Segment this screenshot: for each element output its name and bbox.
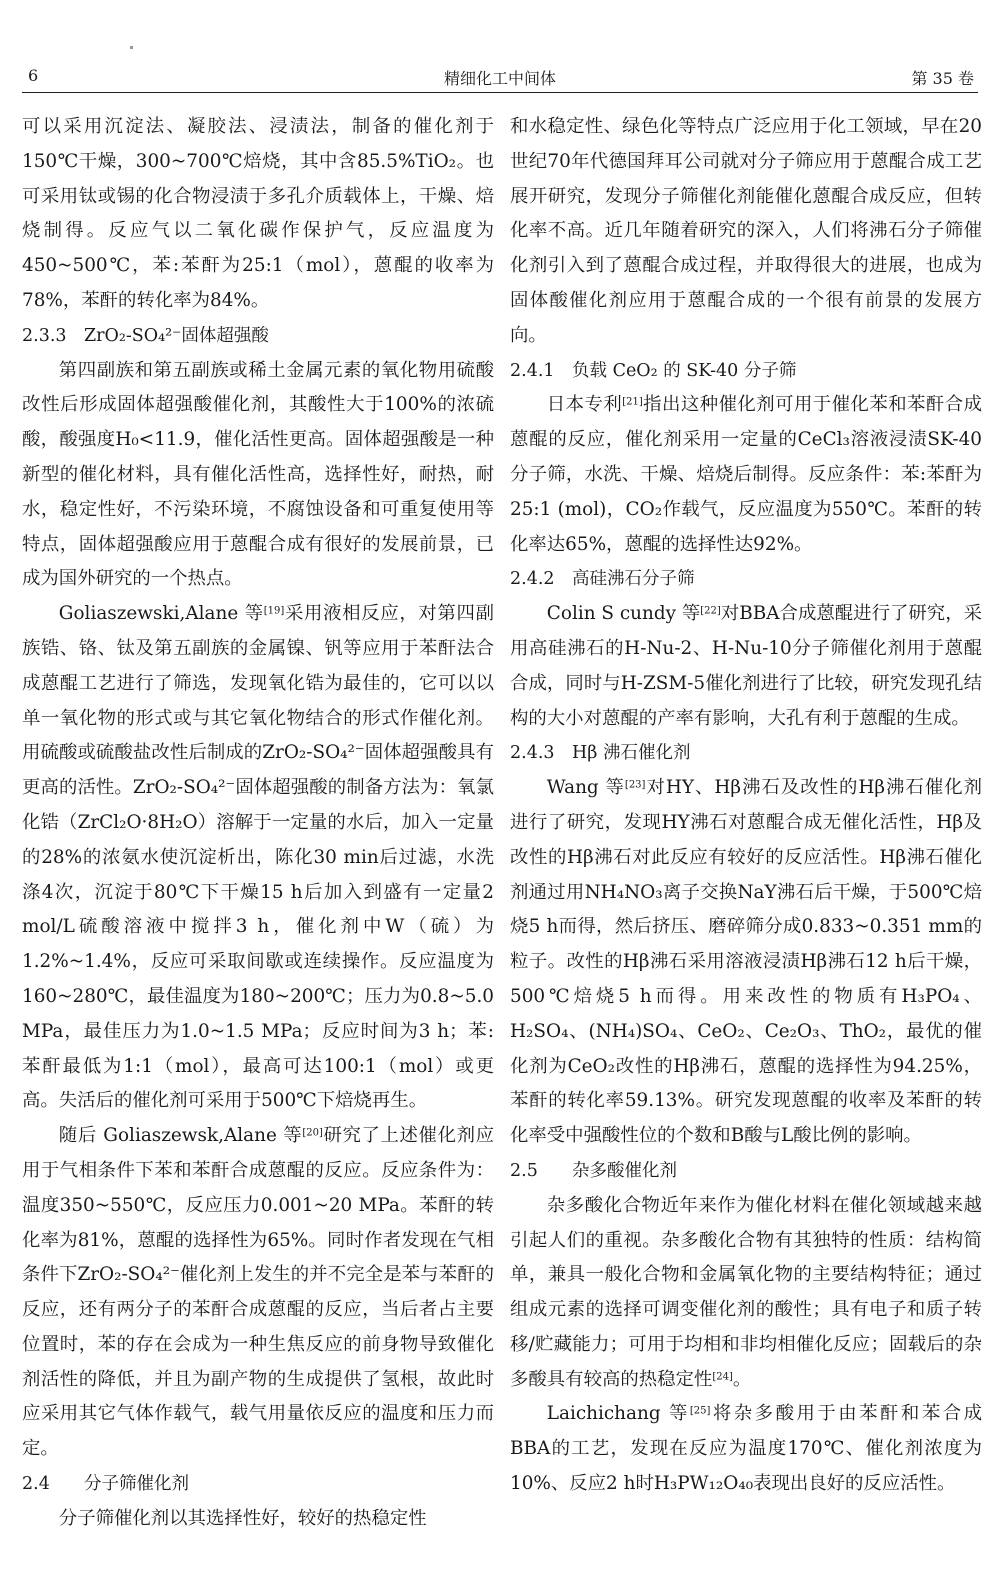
section-title: Hβ 沸石催化剂 <box>572 743 691 764</box>
paragraph <box>510 388 982 562</box>
section-title: 高硅沸石分子筛 <box>572 569 695 590</box>
paragraph <box>22 1119 494 1467</box>
paragraph-text: 对HY、Hβ沸石及改性的Hβ沸石催化剂进行了研究，发现HY沸石对蒽醌合成无催化活性，Hβ及改性的Hβ沸石对此反应有较好的反应活性。Hβ沸石催化剂通过用NH₄NO₃离子交换NaY沸石后干燥，于500℃焙烧5 h而得，然后挤压、磨碎筛分成0.833~0.351 mm的粒子。改性的Hβ沸石采用溶液浸渍Hβ沸石12 h后干燥，500℃焙烧5 h而得。用来改性的物质有H₃PO₄、H₂SO₄、(NH₄)SO₄、CeO₂、Ce₂O₃、ThO₂，最优的催化剂为CeO₂改性的Hβ沸石，蒽醌的选择性为94.25%，苯酐的转化率59.13%。研究发现蒽醌的收率及苯酐的转化率受中强酸性位的个数和B酸与L酸比例的影响。 <box>510 777 982 1147</box>
citation: [19] <box>263 605 285 617</box>
citation: [20] <box>302 1127 323 1139</box>
paragraph-text: 采用液相反应，对第四副族锆、铬、钛及第五副族的金属镍、钒等应用于苯酐法合成蒽醌工艺进行了筛选，发现氧化锆为最佳的，它可以以单一氧化物的形式或与其它氧化物结合的形式作催化剂。用硫酸或硫酸盐改性后制成的ZrO₂-SO₄²⁻固体超强酸具有更高的活性。ZrO₂-SO₄²⁻固体超强酸的制备方法为：氧氯化锆（ZrCl₂O·8H₂O）溶解于一定量的水后，加入一定量的28%的浓氨水使沉淀析出，陈化30 min后过滤，水洗涤4次，沉淀于80℃下干燥15 h后加入到盛有一定量2 mol/L硫酸溶液中搅拌3 h，催化剂中W（硫）为1.2%~1.4%，反应可采取间歇或连续操作。反应温度为160~280℃，最佳温度为180~200℃；压力为0.8~5.0 MPa，最佳压力为1.0~1.5 MPa；反应时间为3 h；苯:苯酐最低为1:1（mol），最高可达100:1（mol）或更高。失活后的催化剂可采用于500℃下焙烧再生。 <box>22 603 494 1112</box>
paragraph-text: 对BBA合成蒽醌进行了研究，采用高硅沸石的H-Nu-2、H-Nu-10分子筛催化剂用于蒽醌合成，同时与H-ZSM-5催化剂进行了比较，研究发现孔结构的大小对蒽醌的产率有影响，大孔有利于蒽醌的生成。 <box>510 603 982 729</box>
section-heading-2-4-1 <box>510 354 982 389</box>
citation: [23] <box>624 779 646 791</box>
citation: [22] <box>700 605 721 617</box>
page-number: 6 <box>28 66 39 85</box>
paragraph-text: Wang 等 <box>546 777 625 799</box>
section-title: ZrO₂-SO₄²⁻固体超强酸 <box>84 325 269 346</box>
section-heading-2-5 <box>510 1154 982 1189</box>
paragraph-text: 。 <box>732 1368 752 1390</box>
section-heading-2-3-3 <box>22 319 494 354</box>
citation: [25] <box>689 1405 711 1417</box>
volume-label: 第 35 卷 <box>911 69 974 88</box>
section-title: 分子筛催化剂 <box>84 1474 189 1495</box>
section-heading-2-4-2 <box>510 562 982 597</box>
citation: [21] <box>622 396 643 408</box>
paragraph: 可以采用沉淀法、凝胶法、浸渍法，制备的催化剂于150℃干燥，300~700℃焙烧，其中含85.5%TiO₂。也可采用钛或锡的化合物浸渍于多孔介质载体上，干燥、焙烧制得。反应气以二氧化碳作保护气，反应温度为450~500℃，苯:苯酐为25:1（mol），蒽醌的收率为78%，苯酐的转化率为84%。 <box>22 116 494 311</box>
paragraph-text: 杂多酸化合物近年来作为催化材料在催化领域越来越引起人们的重视。杂多酸化合物有其独特的性质：结构简单，兼具一般化合物和金属氧化物的主要结构特征；通过组成元素的选择可调变催化剂的酸性；具有电子和质子转移/贮藏能力；可用于均相和非均相催化反应；固载后的杂多酸具有较高的热稳定性 <box>510 1194 982 1390</box>
section-heading-2-4-3 <box>510 736 982 771</box>
right-column <box>510 110 982 1550</box>
section-heading-2-4 <box>22 1467 494 1502</box>
paragraph-text: Goliaszewski,Alane 等 <box>58 603 264 625</box>
running-header <box>22 62 978 93</box>
journal-title: 精细化工中间体 <box>443 69 556 88</box>
section-title: 负载 CeO₂ 的 SK-40 分子筛 <box>572 360 797 381</box>
section-number: 2.3.3 <box>22 325 67 346</box>
section-number: 2.4 <box>22 1474 50 1495</box>
paragraph <box>510 1397 982 1501</box>
paragraph-text: 研究了上述催化剂应用于气相条件下苯和苯酐合成蒽醌的反应。反应条件为：温度350~550℃，反应压力0.001~20 MPa。苯酐的转化率为81%，蒽醌的选择性为65%。同时作者发现在气相条件下ZrO₂-SO₄²⁻催化剂上发生的并不完全是苯与苯酐的反应，还有两分子的苯酐合成蒽醌的反应，当后者占主要位置时，苯的存在会成为一种生焦反应的前身物导致催化剂活性的降低，并且为副产物的生成提供了氢根，故此时应采用其它气体作载气，载气用量依反应的温度和压力而定。 <box>22 1125 494 1460</box>
paragraph-text: 指出这种催化剂可用于催化苯和苯酐合成蒽醌的反应，催化剂采用一定量的CeCl₃溶液浸渍SK-40分子筛，水洗、干燥、焙烧后制得。反应条件：苯:苯酐为25:1 (mol)，CO₂作载气，反应温度为550℃。苯酐的转化率达65%，蒽醌的选择性达92%。 <box>510 394 982 555</box>
paragraph <box>510 1189 982 1398</box>
paragraph <box>510 597 982 736</box>
paragraph-text: Laichichang 等 <box>546 1403 690 1425</box>
left-column <box>22 110 494 1550</box>
paragraph-text: 随后 Goliaszewsk,Alane 等 <box>58 1125 303 1147</box>
paragraph: 第四副族和第五副族或稀土金属元素的氧化物用硫酸改性后形成固体超强酸催化剂，其酸性大于100%的浓硫酸，酸强度H₀<11.9，催化活性更高。固体超强酸是一种新型的催化材料，具有催化活性高，选择性好，耐热，耐水，稳定性好，不污染环境，不腐蚀设备和可重复使用等特点，固体超强酸应用于蒽醌合成有很好的发展前景，已成为国外研究的一个热点。 <box>22 359 494 590</box>
citation: [24] <box>712 1371 733 1383</box>
paragraph <box>510 771 982 1154</box>
scan-dot <box>130 46 133 49</box>
section-title: 杂多酸催化剂 <box>572 1160 677 1181</box>
paragraph <box>22 597 494 1119</box>
section-number: 2.5 <box>510 1160 538 1181</box>
paragraph-text: Colin S cundy 等 <box>546 603 701 625</box>
paragraph-text: 将杂多酸用于由苯酐和苯合成BBA的工艺，发现在反应为温度170℃、催化剂浓度为10%、反应2 h时H₃PW₁₂O₄₀表现出良好的反应活性。 <box>510 1403 982 1495</box>
paragraph: 和水稳定性、绿色化等特点广泛应用于化工领域，早在20世纪70年代德国拜耳公司就对分子筛应用于蒽醌合成工艺展开研究，发现分子筛催化剂能催化蒽醌合成反应，但转化率不高。近几年随着研究的深入，人们将沸石分子筛催化剂引入到了蒽醌合成过程，并取得很大的进展，也成为固体酸催化剂应用于蒽醌合成的一个很有前景的发展方向。 <box>510 116 982 346</box>
paragraph: 分子筛催化剂以其选择性好，较好的热稳定性 <box>58 1507 427 1529</box>
section-number: 2.4.1 <box>510 360 555 381</box>
section-number: 2.4.2 <box>510 569 555 590</box>
section-number: 2.4.3 <box>510 743 555 764</box>
paragraph-text: 日本专利 <box>546 394 623 416</box>
